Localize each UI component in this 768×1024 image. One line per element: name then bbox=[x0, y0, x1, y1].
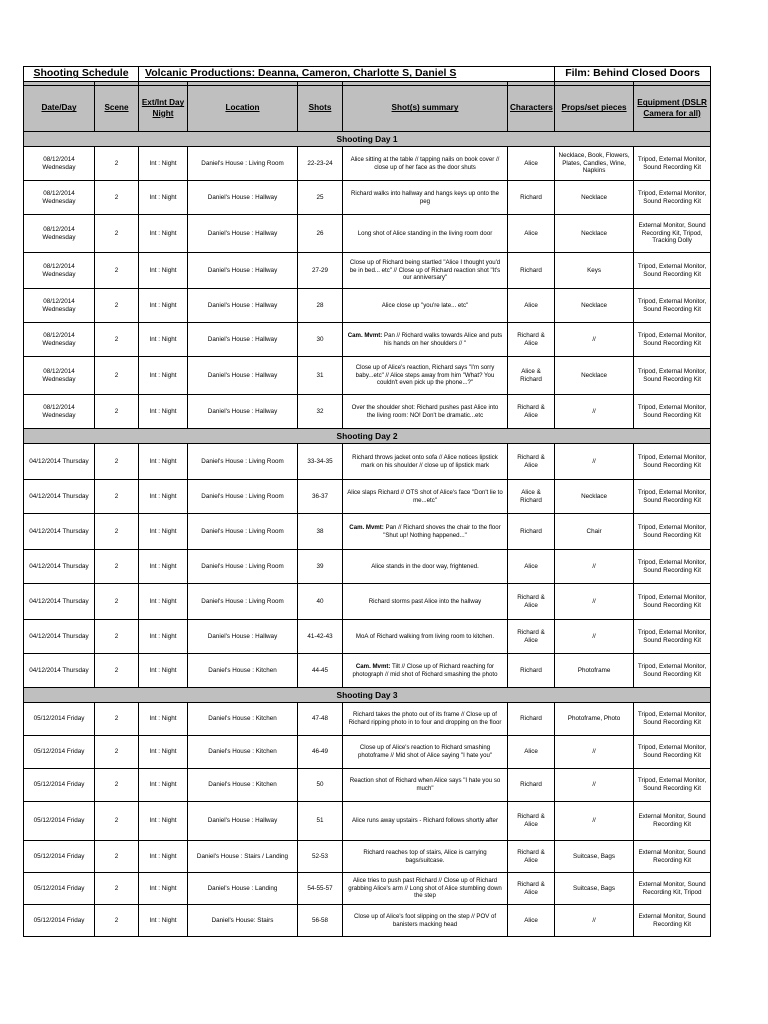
date-cell: 04/12/2014 Thursday bbox=[24, 620, 95, 654]
characters-cell: Alice & Richard bbox=[508, 480, 555, 514]
date-cell: 08/12/2014 Wednesday bbox=[24, 357, 95, 395]
summary-text: Alice tries to push past Richard // Close up of Richard grabbing Alice's arm // Long shot of Alice stumbling down the step bbox=[348, 877, 502, 900]
summary-cell bbox=[343, 480, 508, 514]
ext-int-cell: Int : Night bbox=[139, 550, 188, 584]
scene-cell: 2 bbox=[95, 395, 139, 429]
ext-int-cell: Int : Night bbox=[139, 289, 188, 323]
props-cell: // bbox=[555, 444, 634, 480]
location-cell: Daniel's House : Living Room bbox=[188, 584, 298, 620]
characters-cell: Richard & Alice bbox=[508, 802, 555, 841]
shots-cell: 33-34-35 bbox=[298, 444, 343, 480]
props-cell: // bbox=[555, 769, 634, 802]
scene-cell: 2 bbox=[95, 480, 139, 514]
column-header-date: Date/Day bbox=[24, 86, 95, 132]
summary-cell bbox=[343, 253, 508, 289]
scene-cell: 2 bbox=[95, 841, 139, 873]
shots-cell: 50 bbox=[298, 769, 343, 802]
date-cell: 08/12/2014 Wednesday bbox=[24, 395, 95, 429]
scene-cell: 2 bbox=[95, 703, 139, 736]
ext-int-cell: Int : Night bbox=[139, 703, 188, 736]
scene-cell: 2 bbox=[95, 769, 139, 802]
summary-cell bbox=[343, 215, 508, 253]
characters-cell: Richard & Alice bbox=[508, 620, 555, 654]
equipment-cell: Tripod, External Monitor, Sound Recording Kit bbox=[634, 654, 711, 688]
scene-cell: 2 bbox=[95, 550, 139, 584]
summary-text: Close up of Alice's foot slipping on the step // POV of banisters macking head bbox=[353, 912, 497, 928]
date-cell: 05/12/2014 Friday bbox=[24, 769, 95, 802]
shots-cell: 56-58 bbox=[298, 905, 343, 937]
table-row bbox=[24, 584, 711, 620]
camera-movement-label: Cam. Mvmt: bbox=[349, 523, 384, 531]
column-header-characters: Characters bbox=[508, 86, 555, 132]
summary-cell bbox=[343, 395, 508, 429]
ext-int-cell: Int : Night bbox=[139, 654, 188, 688]
date-cell: 08/12/2014 Wednesday bbox=[24, 181, 95, 215]
table-row bbox=[24, 480, 711, 514]
table-row bbox=[24, 841, 711, 873]
summary-cell bbox=[343, 620, 508, 654]
summary-text: Close up of Alice's reaction to Richard smashing photoframe // Mid shot of Alice saying "I hate you" bbox=[357, 744, 493, 759]
table-row bbox=[24, 181, 711, 215]
table-row bbox=[24, 395, 711, 429]
scene-cell: 2 bbox=[95, 444, 139, 480]
date-cell: 04/12/2014 Thursday bbox=[24, 514, 95, 550]
location-cell: Daniel's House : Living Room bbox=[188, 550, 298, 584]
shooting-day-header bbox=[24, 429, 711, 444]
scene-cell: 2 bbox=[95, 654, 139, 688]
shots-cell: 22-23-24 bbox=[298, 147, 343, 181]
equipment-cell: Tripod, External Monitor, Sound Recording Kit bbox=[634, 769, 711, 802]
equipment-cell: Tripod, External Monitor, Sound Recording Kit bbox=[634, 395, 711, 429]
scene-cell: 2 bbox=[95, 905, 139, 937]
equipment-cell: External Monitor, Sound Recording Kit bbox=[634, 802, 711, 841]
summary-cell bbox=[343, 357, 508, 395]
location-cell: Daniel's House : Living Room bbox=[188, 147, 298, 181]
date-cell: 08/12/2014 Wednesday bbox=[24, 253, 95, 289]
equipment-cell: Tripod, External Monitor, Sound Recording Kit bbox=[634, 444, 711, 480]
column-header-location: Location bbox=[188, 86, 298, 132]
summary-cell bbox=[343, 323, 508, 357]
shots-cell: 30 bbox=[298, 323, 343, 357]
location-cell: Daniel's House : Hallway bbox=[188, 395, 298, 429]
location-cell: Daniel's House : Kitchen bbox=[188, 736, 298, 769]
props-cell: // bbox=[555, 905, 634, 937]
shots-cell: 27-29 bbox=[298, 253, 343, 289]
summary-cell bbox=[343, 550, 508, 584]
characters-cell: Alice bbox=[508, 736, 555, 769]
table-row bbox=[24, 620, 711, 654]
location-cell: Daniel's House : Kitchen bbox=[188, 769, 298, 802]
characters-cell: Richard bbox=[508, 654, 555, 688]
date-cell: 08/12/2014 Wednesday bbox=[24, 323, 95, 357]
ext-int-cell: Int : Night bbox=[139, 395, 188, 429]
location-cell: Daniel's House : Hallway bbox=[188, 620, 298, 654]
ext-int-cell: Int : Night bbox=[139, 620, 188, 654]
equipment-cell: Tripod, External Monitor, Sound Recording Kit bbox=[634, 147, 711, 181]
shots-cell: 31 bbox=[298, 357, 343, 395]
location-cell: Daniel's House : Hallway bbox=[188, 357, 298, 395]
table-row bbox=[24, 357, 711, 395]
location-cell: Daniel's House : Hallway bbox=[188, 802, 298, 841]
date-cell: 05/12/2014 Friday bbox=[24, 736, 95, 769]
equipment-cell: Tripod, External Monitor, Sound Recording Kit bbox=[634, 323, 711, 357]
summary-text: Richard takes the photo out of its frame // Close up of Richard ripping photo in to four and dropping on the floor bbox=[348, 711, 502, 726]
column-header-shots: Shots bbox=[298, 86, 343, 132]
summary-text: Tilt // Close up of Richard reaching for photograph // mid shot of Richard smashing the photo bbox=[352, 662, 498, 678]
props-cell: Necklace bbox=[555, 181, 634, 215]
summary-text: Pan // Richard walks towards Alice and puts his hands on her shoulders // " bbox=[382, 331, 503, 347]
location-cell: Daniel's House : Stairs / Landing bbox=[188, 841, 298, 873]
table-row bbox=[24, 444, 711, 480]
column-header-ext-int: Ext/Int Day Night bbox=[139, 86, 188, 132]
summary-cell bbox=[343, 736, 508, 769]
props-cell: Photoframe bbox=[555, 654, 634, 688]
props-cell: // bbox=[555, 550, 634, 584]
date-cell: 05/12/2014 Friday bbox=[24, 905, 95, 937]
summary-cell bbox=[343, 289, 508, 323]
schedule-title: Shooting Schedule bbox=[24, 67, 139, 82]
characters-cell: Richard & Alice bbox=[508, 873, 555, 905]
ext-int-cell: Int : Night bbox=[139, 873, 188, 905]
date-cell: 05/12/2014 Friday bbox=[24, 703, 95, 736]
characters-cell: Richard bbox=[508, 703, 555, 736]
date-cell: 05/12/2014 Friday bbox=[24, 802, 95, 841]
ext-int-cell: Int : Night bbox=[139, 584, 188, 620]
location-cell: Daniel's House : Living Room bbox=[188, 514, 298, 550]
shooting-schedule-sheet bbox=[23, 66, 710, 937]
shots-cell: 39 bbox=[298, 550, 343, 584]
summary-text: Reaction shot of Richard when Alice says "I hate you so much" bbox=[349, 777, 501, 792]
summary-text: Close up of Alice's reaction, Richard says "I'm sorry baby...etc" // Alice steps away from him "What? You couldn't even pick up the phone...?" bbox=[355, 364, 495, 387]
props-cell: Suitcase, Bags bbox=[555, 841, 634, 873]
scene-cell: 2 bbox=[95, 181, 139, 215]
equipment-cell: Tripod, External Monitor, Sound Recording Kit bbox=[634, 550, 711, 584]
shooting-day-label: Shooting Day 2 bbox=[24, 429, 711, 444]
characters-cell: Richard & Alice bbox=[508, 841, 555, 873]
scene-cell: 2 bbox=[95, 147, 139, 181]
ext-int-cell: Int : Night bbox=[139, 444, 188, 480]
characters-cell: Richard bbox=[508, 769, 555, 802]
location-cell: Daniel's House : Landing bbox=[188, 873, 298, 905]
scene-cell: 2 bbox=[95, 736, 139, 769]
location-cell: Daniel's House : Living Room bbox=[188, 480, 298, 514]
summary-cell bbox=[343, 654, 508, 688]
shots-cell: 28 bbox=[298, 289, 343, 323]
characters-cell: Richard & Alice bbox=[508, 395, 555, 429]
summary-cell bbox=[343, 514, 508, 550]
summary-text: Long shot of Alice standing in the living room door bbox=[357, 229, 493, 237]
date-cell: 08/12/2014 Wednesday bbox=[24, 147, 95, 181]
summary-cell bbox=[343, 444, 508, 480]
summary-text: Alice runs away upstairs - Richard follows shortly after bbox=[352, 817, 498, 825]
summary-text: Alice stands in the door way, frightened. bbox=[371, 562, 479, 570]
equipment-cell: Tripod, External Monitor, Sound Recording Kit bbox=[634, 289, 711, 323]
table-row bbox=[24, 289, 711, 323]
equipment-cell: Tripod, External Monitor, Sound Recording Kit bbox=[634, 584, 711, 620]
scene-cell: 2 bbox=[95, 620, 139, 654]
shots-cell: 26 bbox=[298, 215, 343, 253]
column-header-summary: Shot(s) summary bbox=[343, 86, 508, 132]
column-header-scene: Scene bbox=[95, 86, 139, 132]
props-cell: // bbox=[555, 620, 634, 654]
ext-int-cell: Int : Night bbox=[139, 357, 188, 395]
summary-text: Close up of Richard being startled "Alice I thought you'd be in bed... etc" // Close up of Richard reaction shot "It's our anniversary" bbox=[349, 259, 501, 282]
shots-cell: 51 bbox=[298, 802, 343, 841]
scene-cell: 2 bbox=[95, 253, 139, 289]
props-cell: Chair bbox=[555, 514, 634, 550]
table-row bbox=[24, 215, 711, 253]
table-row bbox=[24, 905, 711, 937]
location-cell: Daniel's House : Hallway bbox=[188, 289, 298, 323]
summary-text: Alice close up "you're late... etc" bbox=[381, 301, 469, 309]
column-header-row bbox=[24, 86, 711, 132]
location-cell: Daniel's House : Kitchen bbox=[188, 654, 298, 688]
title-row bbox=[24, 67, 711, 82]
summary-text: Richard throws jacket onto sofa // Alice notices lipstick mark on his shoulder // close up of lipstick mark bbox=[352, 453, 498, 469]
ext-int-cell: Int : Night bbox=[139, 147, 188, 181]
props-cell: Necklace bbox=[555, 480, 634, 514]
date-cell: 04/12/2014 Thursday bbox=[24, 584, 95, 620]
props-cell: // bbox=[555, 584, 634, 620]
summary-text: Richard walks into hallway and hangs keys up onto the peg bbox=[350, 189, 500, 205]
ext-int-cell: Int : Night bbox=[139, 514, 188, 550]
characters-cell: Richard & Alice bbox=[508, 323, 555, 357]
table-row bbox=[24, 769, 711, 802]
date-cell: 04/12/2014 Thursday bbox=[24, 654, 95, 688]
shots-cell: 38 bbox=[298, 514, 343, 550]
scene-cell: 2 bbox=[95, 215, 139, 253]
ext-int-cell: Int : Night bbox=[139, 480, 188, 514]
table-row bbox=[24, 703, 711, 736]
date-cell: 05/12/2014 Friday bbox=[24, 873, 95, 905]
shots-cell: 54-55-57 bbox=[298, 873, 343, 905]
shots-cell: 44-45 bbox=[298, 654, 343, 688]
summary-text: MoA of Richard walking from living room to kitchen. bbox=[355, 632, 495, 640]
scene-cell: 2 bbox=[95, 514, 139, 550]
shots-cell: 47-48 bbox=[298, 703, 343, 736]
shots-cell: 41-42-43 bbox=[298, 620, 343, 654]
summary-cell bbox=[343, 703, 508, 736]
summary-text: Over the shoulder shot: Richard pushes past Alice into the living room: NO! Don't be dramatic...etc bbox=[351, 403, 499, 419]
summary-text: Pan // Richard shoves the chair to the floor "Shut up! Nothing happened..." bbox=[383, 523, 501, 539]
location-cell: Daniel's House : Kitchen bbox=[188, 703, 298, 736]
ext-int-cell: Int : Night bbox=[139, 323, 188, 357]
equipment-cell: Tripod, External Monitor, Sound Recording Kit bbox=[634, 357, 711, 395]
location-cell: Daniel's House: Stairs bbox=[188, 905, 298, 937]
props-cell: Suitcase, Bags bbox=[555, 873, 634, 905]
characters-cell: Richard & Alice bbox=[508, 584, 555, 620]
characters-cell: Alice bbox=[508, 550, 555, 584]
props-cell: // bbox=[555, 802, 634, 841]
location-cell: Daniel's House : Hallway bbox=[188, 253, 298, 289]
equipment-cell: Tripod, External Monitor, Sound Recording Kit bbox=[634, 480, 711, 514]
ext-int-cell: Int : Night bbox=[139, 802, 188, 841]
location-cell: Daniel's House : Living Room bbox=[188, 444, 298, 480]
table-row bbox=[24, 873, 711, 905]
summary-cell bbox=[343, 584, 508, 620]
props-cell: Necklace bbox=[555, 289, 634, 323]
summary-cell bbox=[343, 873, 508, 905]
shots-cell: 36-37 bbox=[298, 480, 343, 514]
date-cell: 04/12/2014 Thursday bbox=[24, 480, 95, 514]
characters-cell: Alice bbox=[508, 905, 555, 937]
equipment-cell: External Monitor, Sound Recording Kit, Tripod bbox=[634, 873, 711, 905]
props-cell: Keys bbox=[555, 253, 634, 289]
shooting-day-label: Shooting Day 1 bbox=[24, 132, 711, 147]
column-header-props: Props/set pieces bbox=[555, 86, 634, 132]
summary-cell bbox=[343, 147, 508, 181]
table-row bbox=[24, 147, 711, 181]
ext-int-cell: Int : Night bbox=[139, 181, 188, 215]
characters-cell: Alice & Richard bbox=[508, 357, 555, 395]
summary-cell bbox=[343, 841, 508, 873]
props-cell: Photoframe, Photo bbox=[555, 703, 634, 736]
shots-cell: 25 bbox=[298, 181, 343, 215]
characters-cell: Alice bbox=[508, 147, 555, 181]
shooting-day-header bbox=[24, 688, 711, 703]
summary-cell bbox=[343, 905, 508, 937]
date-cell: 04/12/2014 Thursday bbox=[24, 550, 95, 584]
summary-text: Richard reaches top of stairs, Alice is carrying bags/suitcase. bbox=[363, 848, 487, 864]
production-title: Volcanic Productions: Deanna, Cameron, Charlotte S, Daniel S bbox=[139, 67, 555, 82]
scene-cell: 2 bbox=[95, 357, 139, 395]
equipment-cell: Tripod, External Monitor, Sound Recording Kit bbox=[634, 703, 711, 736]
summary-cell bbox=[343, 769, 508, 802]
column-header-equipment: Equipment (DSLR Camera for all) bbox=[634, 86, 711, 132]
ext-int-cell: Int : Night bbox=[139, 253, 188, 289]
date-cell: 08/12/2014 Wednesday bbox=[24, 215, 95, 253]
date-cell: 05/12/2014 Friday bbox=[24, 841, 95, 873]
props-cell: // bbox=[555, 323, 634, 357]
shots-cell: 52-53 bbox=[298, 841, 343, 873]
date-cell: 08/12/2014 Wednesday bbox=[24, 289, 95, 323]
film-title: Film: Behind Closed Doors bbox=[555, 67, 711, 82]
ext-int-cell: Int : Night bbox=[139, 841, 188, 873]
props-cell: Necklace, Book, Flowers, Plates, Candles, Wine, Napkins bbox=[555, 147, 634, 181]
scene-cell: 2 bbox=[95, 873, 139, 905]
equipment-cell: Tripod, External Monitor, Sound Recording Kit bbox=[634, 514, 711, 550]
equipment-cell: External Monitor, Sound Recording Kit bbox=[634, 905, 711, 937]
shooting-day-header bbox=[24, 132, 711, 147]
props-cell: // bbox=[555, 395, 634, 429]
location-cell: Daniel's House : Hallway bbox=[188, 215, 298, 253]
scene-cell: 2 bbox=[95, 323, 139, 357]
equipment-cell: Tripod, External Monitor, Sound Recording Kit bbox=[634, 620, 711, 654]
characters-cell: Richard & Alice bbox=[508, 444, 555, 480]
ext-int-cell: Int : Night bbox=[139, 736, 188, 769]
camera-movement-label: Cam. Mvmt: bbox=[347, 331, 383, 339]
schedule-table bbox=[23, 66, 711, 937]
ext-int-cell: Int : Night bbox=[139, 769, 188, 802]
summary-cell bbox=[343, 181, 508, 215]
shooting-day-label: Shooting Day 3 bbox=[24, 688, 711, 703]
props-cell: Necklace bbox=[555, 357, 634, 395]
characters-cell: Alice bbox=[508, 289, 555, 323]
shots-cell: 32 bbox=[298, 395, 343, 429]
characters-cell: Alice bbox=[508, 215, 555, 253]
characters-cell: Richard bbox=[508, 181, 555, 215]
equipment-cell: Tripod, External Monitor, Sound Recording Kit bbox=[634, 253, 711, 289]
table-row bbox=[24, 654, 711, 688]
scene-cell: 2 bbox=[95, 584, 139, 620]
props-cell: // bbox=[555, 736, 634, 769]
table-row bbox=[24, 802, 711, 841]
table-row bbox=[24, 253, 711, 289]
characters-cell: Richard bbox=[508, 253, 555, 289]
equipment-cell: External Monitor, Sound Recording Kit, Tripod, Tracking Dolly bbox=[634, 215, 711, 253]
equipment-cell: Tripod, External Monitor, Sound Recording Kit bbox=[634, 181, 711, 215]
summary-text: Alice slaps Richard // OTS shot of Alice's face "Don't lie to me...etc" bbox=[347, 488, 503, 504]
shots-cell: 40 bbox=[298, 584, 343, 620]
table-row bbox=[24, 323, 711, 357]
equipment-cell: External Monitor, Sound Recording Kit bbox=[634, 841, 711, 873]
table-row bbox=[24, 736, 711, 769]
table-row bbox=[24, 550, 711, 584]
equipment-cell: Tripod, External Monitor, Sound Recording Kit bbox=[634, 736, 711, 769]
shots-cell: 46-49 bbox=[298, 736, 343, 769]
location-cell: Daniel's House : Hallway bbox=[188, 181, 298, 215]
location-cell: Daniel's House : Hallway bbox=[188, 323, 298, 357]
ext-int-cell: Int : Night bbox=[139, 215, 188, 253]
props-cell: Necklace bbox=[555, 215, 634, 253]
summary-text: Richard storms past Alice into the hallway bbox=[368, 597, 482, 605]
summary-text: Alice sitting at the table // tapping nails on book cover // close up of her face as the door shuts bbox=[350, 155, 500, 171]
date-cell: 04/12/2014 Thursday bbox=[24, 444, 95, 480]
scene-cell: 2 bbox=[95, 802, 139, 841]
summary-cell bbox=[343, 802, 508, 841]
characters-cell: Richard bbox=[508, 514, 555, 550]
scene-cell: 2 bbox=[95, 289, 139, 323]
ext-int-cell: Int : Night bbox=[139, 905, 188, 937]
camera-movement-label: Cam. Mvmt: bbox=[355, 662, 391, 670]
table-row bbox=[24, 514, 711, 550]
